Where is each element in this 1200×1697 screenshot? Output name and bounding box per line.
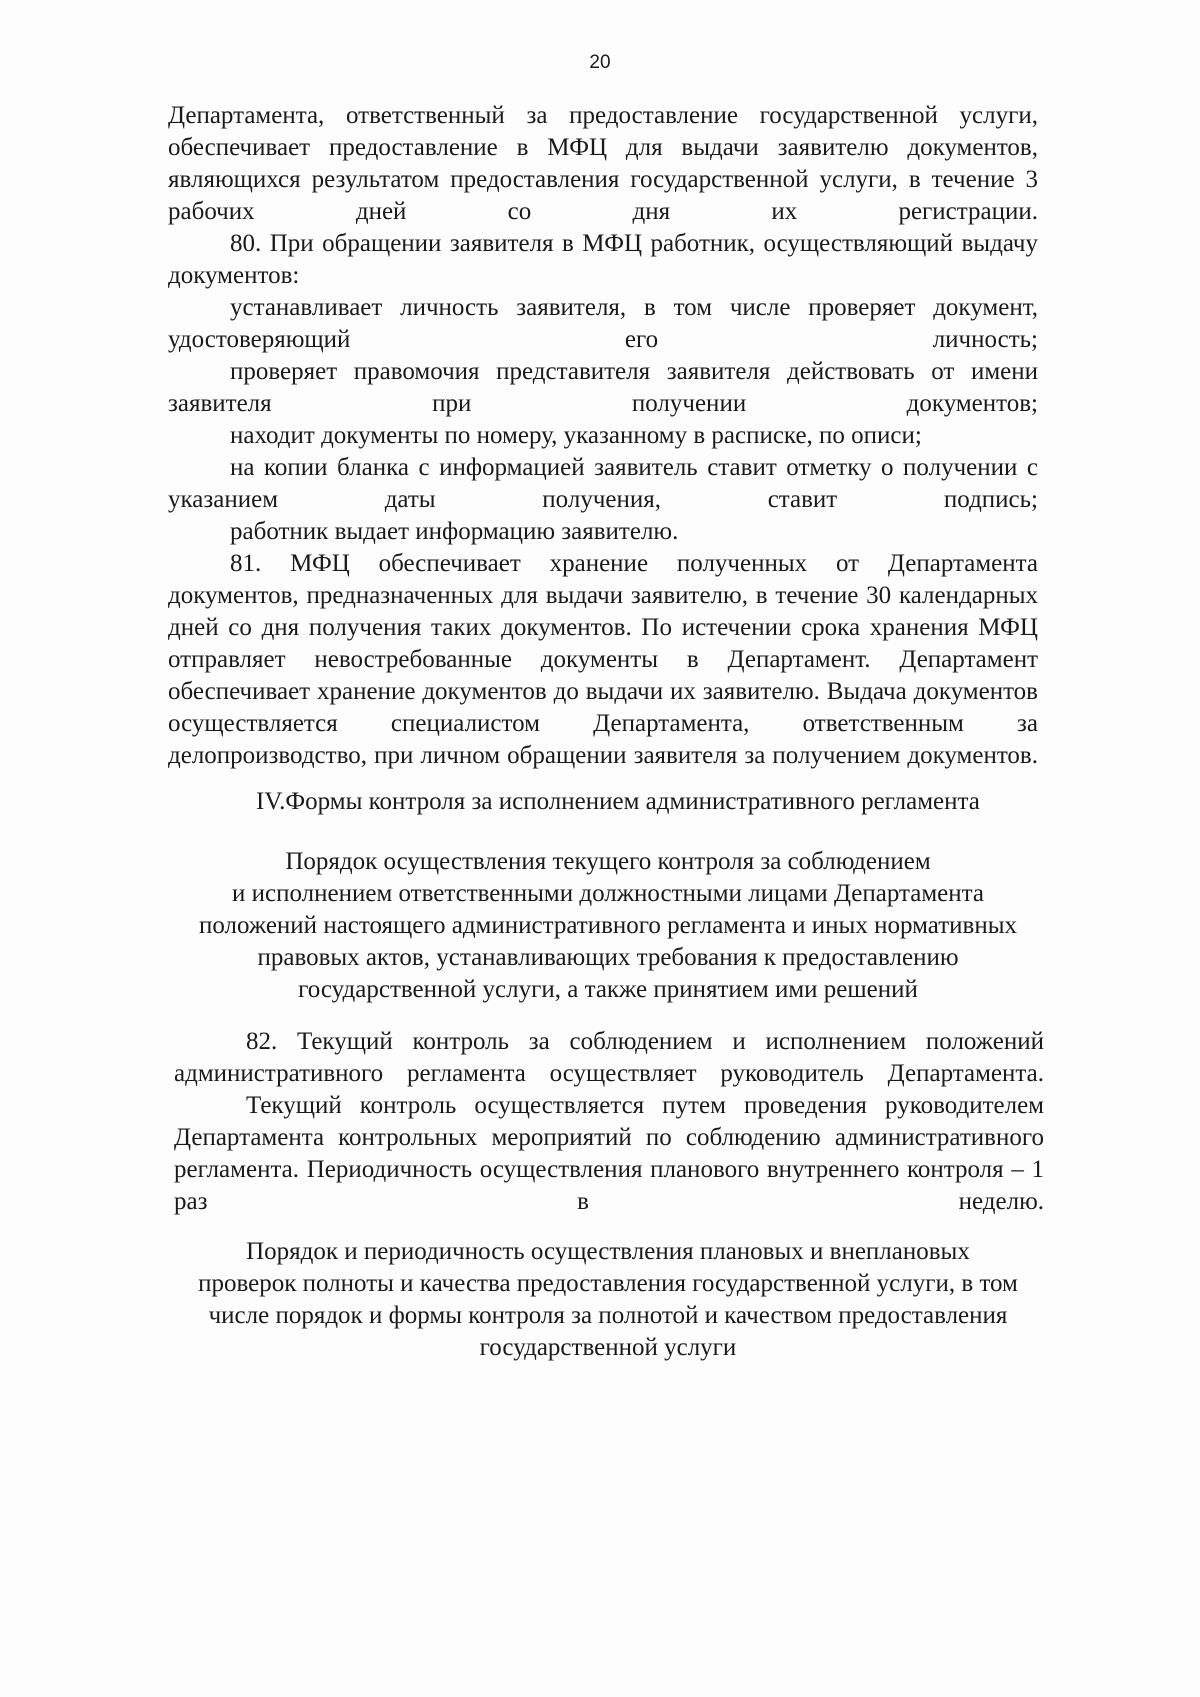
subsection-1-line-2: и исполнением ответственными должностными лицами Департамента — [231, 880, 984, 907]
body-block-1 — [168, 100, 1038, 772]
paragraph-80-intro: 80. При обращении заявителя в МФЦ работник, осуществляющий выдачу документов: — [168, 230, 1038, 289]
section-title-text: IV.Формы контроля за исполнением административного регламента — [256, 788, 980, 815]
paragraph-80-item-3: находит документы по номеру, указанному в расписке, по описи; — [230, 422, 922, 449]
subsection-1-line-4: правовых актов, устанавливающих требования к предоставлению — [257, 944, 959, 971]
paragraph-80-item-1: устанавливает личность заявителя, в том числе проверяет документ, удостоверяющий его личность; — [168, 294, 1038, 353]
subsection-2-line-1: Порядок и периодичность осуществления плановых и внеплановых — [246, 1238, 970, 1265]
paragraph-82: 82. Текущий контроль за соблюдением и исполнением положений административного регламента осуществляет руководитель Департамента. — [174, 1028, 1044, 1087]
page-number: 20 — [589, 52, 611, 73]
subsection-1-line-5: государственной услуги, а также принятием ими решений — [298, 976, 918, 1003]
paragraph-80-item-4: на копии бланка с информацией заявитель ставит отметку о получении с указанием даты получения, ставит подпись; — [168, 454, 1038, 513]
subsection-2-line-3: числе порядок и формы контроля за полнотой и качеством предоставления — [208, 1302, 1008, 1329]
subsection-1-line-3: положений настоящего административного регламента и иных нормативных — [198, 912, 1017, 939]
paragraph-81: 81. МФЦ обеспечивает хранение полученных от Департамента документов, предназначенных для выдачи заявителю, в течение 30 календарных дней со дня получения таких документов. По истечении срока хранения МФЦ отправляет невостребованные документы в Департамент. Департамент обеспечивает хранение документов до выдачи их заявителю. Выдача документов осуществляется специалистом Департамента, ответственным за делопроизводство, при личном обращении заявителя за получением документов. — [168, 550, 1038, 769]
subsection-2-line-2: проверок полноты и качества предоставления государственной услуги, в том — [198, 1270, 1018, 1297]
paragraph-80-item-5: работник выдает информацию заявителю. — [230, 518, 679, 545]
subsection-1-line-1: Порядок осуществления текущего контроля за соблюдением — [285, 848, 931, 875]
paragraph-80-item-2: проверяет правомочия представителя заявителя действовать от имени заявителя при получении документов; — [168, 358, 1038, 417]
paragraph-82-continued: Текущий контроль осуществляется путем проведения руководителем Департамента контрольных мероприятий по соблюдению административного регламента. Периодичность осуществления планового внутреннего контроля – 1 раз в неделю. — [174, 1092, 1044, 1215]
section-title — [168, 786, 1128, 818]
subsection-heading-2 — [168, 1236, 1048, 1364]
subsection-2-line-4: государственной услуги — [479, 1334, 737, 1361]
subsection-heading-1 — [168, 846, 1048, 1006]
body-block-2 — [174, 1026, 1044, 1218]
paragraph-continuation: Департамента, ответственный за предоставление государственной услуги, обеспечивает предоставление в МФЦ для выдачи заявителю документов, являющихся результатом предоставления государственной услуги, в течение 3 рабочих дней со дня их регистрации. — [168, 102, 1038, 225]
